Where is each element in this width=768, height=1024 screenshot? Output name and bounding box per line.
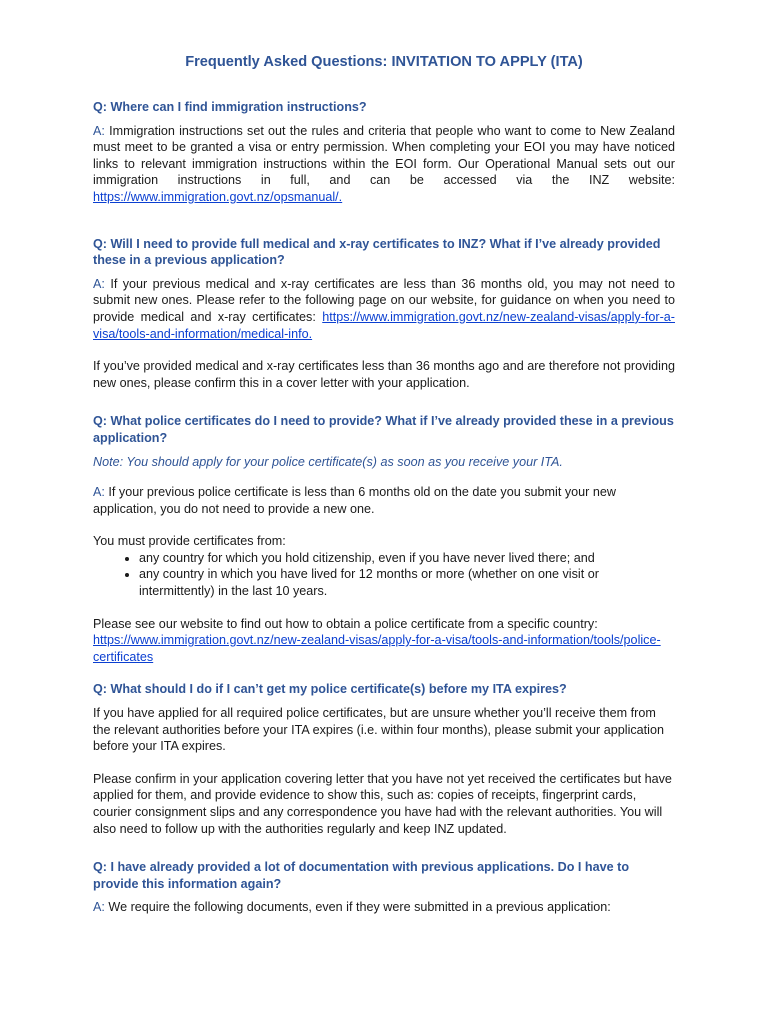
faq-question-police-certificates: Q: What police certificates do I need to provide? What if I’ve already provided these in a previous application? xyxy=(93,414,674,445)
answer-text: If your previous police certificate is less than 6 months old on the date you submit your new application, you do not need to provide a new one. xyxy=(93,485,616,516)
faq-answer-police-certificates xyxy=(93,484,675,517)
page-title: Frequently Asked Questions: INVITATION TO APPLY (ITA) xyxy=(185,54,583,70)
faq-question-police-certificate-expiry: Q: What should I do if I can’t get my police certificate(s) before my ITA expires? xyxy=(93,682,567,697)
medical-cover-letter-note: If you’ve provided medical and x-ray certificates less than 36 months ago and are therefore not providing new ones, please confirm this in a cover letter with your application. xyxy=(93,359,675,390)
faq-question-medical-certificates: Q: Will I need to provide full medical and x-ray certificates to INZ? What if I’ve already provided these in a previous application? xyxy=(93,236,661,268)
faq-answer-previous-documentation xyxy=(93,899,675,916)
police-certificates-link[interactable]: https://www.immigration.govt.nz/new-zealand-visas/apply-for-a-visa/tools-and-information/tools/police-certificates xyxy=(93,633,661,664)
answer-text: If your previous medical and x-ray certificates are less than 36 months old, you may not need to submit new ones. Please refer to the following page on our website, for guidance on when you need to provide medical and x-ray certificates: xyxy=(93,276,675,324)
answer-label: A: xyxy=(93,485,105,500)
faq-answer-police-expiry-para1: If you have applied for all required police certificates, but are unsure whether you’ll receive them from the relevant authorities before your ITA expires (i.e. within four months), please submit your application before your ITA expires. xyxy=(93,706,664,754)
faq-question-previous-documentation: Q: I have already provided a lot of documentation with previous applications. Do I have to provide this information again? xyxy=(93,860,630,891)
police-certificate-note: Note: You should apply for your police certificate(s) as soon as you receive your ITA. xyxy=(93,454,563,469)
answer-text: We require the following documents, even if they were submitted in a previous application: xyxy=(108,900,611,915)
list-item: • any country for which you hold citizenship, even if you have never lived there; and xyxy=(139,550,675,567)
answer-label: A: xyxy=(93,900,105,915)
must-provide-heading: You must provide certificates from: xyxy=(93,534,286,549)
see-website-text: Please see our website to find out how to obtain a police certificate from a specific country: xyxy=(93,616,598,631)
police-certificate-country-list xyxy=(93,550,675,600)
answer-label: A: xyxy=(93,123,105,138)
medical-info-link[interactable]: https://www.immigration.govt.nz/new-zealand-visas/apply-for-a-visa/tools-and-information/medical-info. xyxy=(93,309,675,341)
faq-question-immigration-instructions: Q: Where can I find immigration instructions? xyxy=(93,100,367,114)
list-item: • any country in which you have lived for 12 months or more (whether on one visit or intermittently) in the last 10 years. xyxy=(139,566,675,599)
answer-text: Immigration instructions set out the rules and criteria that people who want to come to New Zealand must meet to be granted a visa or entry permission. When completing your EOI you may have noticed links to relevant immigration instructions within the EOI form. Our Operational Manual sets out our immigration instructions in full, and can be accessed via the INZ website: xyxy=(93,123,675,188)
faq-answer-immigration-instructions xyxy=(93,123,675,206)
faq-answer-police-expiry-para2: Please confirm in your application covering letter that you have not yet received the certificates but have applied for them, and provide evidence to show this, such as: copies of receipts, fingerprint cards, courier consignment slips and any correspondence you have had with the relevant authorities. You will also need to follow up with the authorities regularly and keep INZ updated. xyxy=(93,771,672,836)
opsmanual-link[interactable]: https://www.immigration.govt.nz/opsmanual/. xyxy=(93,189,343,204)
police-certificate-website-info xyxy=(93,616,675,666)
faq-answer-medical-certificates xyxy=(93,276,675,342)
answer-label: A: xyxy=(93,276,105,291)
